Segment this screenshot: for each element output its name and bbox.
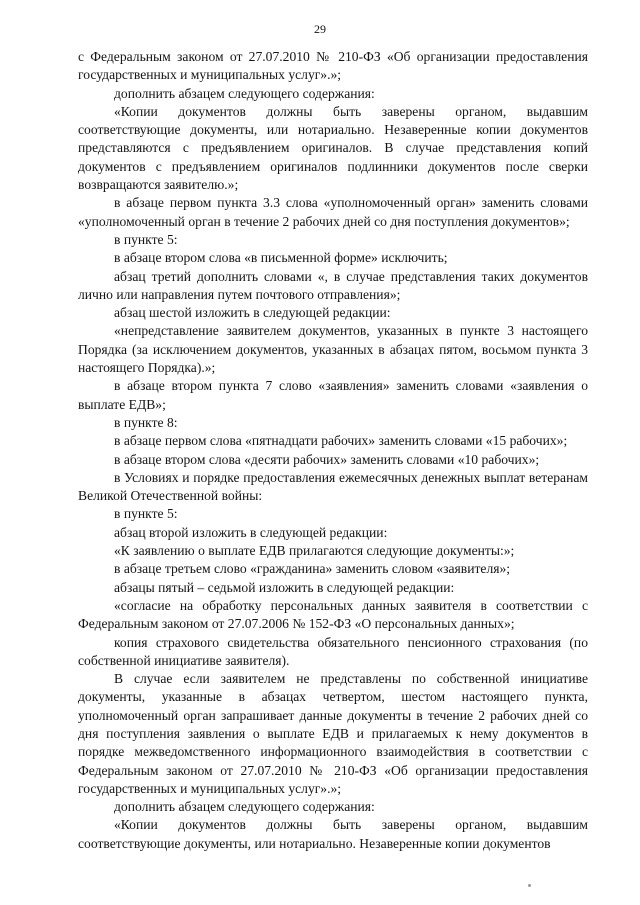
page-number: 29 [314,22,326,36]
paragraph: в Условиях и порядке предоставления ежемесячных денежных выплат ветеранам Великой Отечественной войны: [78,469,588,504]
paragraph: абзац второй изложить в следующей редакции: [114,524,388,540]
paragraph: в абзаце втором слова «в письменной форме» исключить; [114,250,448,266]
paragraph: в пункте 8: [114,414,178,430]
paragraph: «К заявлению о выплате ЕДВ прилагаются следующие документы:»; [114,543,515,559]
paragraph: копия страхового свидетельства обязательного пенсионного страхования (по собственной инициативе заявителя). [78,634,588,668]
paragraph: дополнить абзацем следующего содержания: [114,85,375,101]
paragraph: «Копии документов должны быть заверены органом, выдавшим соответствующие документы, или нотариально. Незаверенные копии документов [78,817,588,851]
scan-speck [528,884,531,887]
paragraph: «Копии документов должны быть заверены органом, выдавшим соответствующие документы, или нотариально. Незаверенные копии документов представляются с предъявлением оригиналов. В случае представления копий документов с предъявлением оригиналов подлинники документов после сверки возвращаются заявителю.»; [78,103,588,193]
paragraph: в абзаце втором слова «десяти рабочих» заменить словами «10 рабочих»; [114,451,540,467]
paragraph: «непредставление заявителем документов, указанных в пункте 3 настоящего Порядка (за исключением документов, указанных в абзацах пятом, восьмом пункта 3 настоящего Порядка).»; [78,323,588,376]
paragraph: в пункте 5: [114,506,178,522]
paragraph: в абзаце первом пункта 3.3 слова «уполномоченный орган» заменить словами «уполномоченный орган в течение 2 рабочих дней со дня поступления документов»; [78,195,588,229]
paragraph: абзацы пятый – седьмой изложить в следующей редакции: [114,579,455,595]
paragraph: абзац третий дополнить словами «, в случае представления таких документов лично или направления путем почтового отправления»; [78,268,588,302]
paragraph: «согласие на обработку персональных данных заявителя в соответствии с Федеральным законом от 27.07.2006 № 152-ФЗ «О персональных данных»; [78,597,588,632]
paragraph: абзац шестой изложить в следующей редакции: [114,305,391,321]
document-body [78,48,588,853]
paragraph: с Федеральным законом от 27.07.2010 № 210-ФЗ «Об организации предоставления государственных и муниципальных услуг».»; [78,49,588,83]
paragraph: в абзаце втором пункта 7 слово «заявления» заменить словами «заявления о выплате ЕДВ»; [78,378,588,412]
paragraph: дополнить абзацем следующего содержания: [114,799,375,815]
paragraph: в пункте 5: [114,231,178,247]
paragraph: в абзаце первом слова «пятнадцати рабочих» заменить словами «15 рабочих»; [114,433,568,449]
paragraph: в абзаце третьем слово «гражданина» заменить словом «заявителя»; [114,561,511,577]
paragraph: В случае если заявителем не представлены по собственной инициативе документы, указанные в абзацах четвертом, шестом настоящего пункта, уполномоченный орган запрашивает данные документы в течение 2 рабочих дней со дня поступления заявления о выплате ЕДВ и прилагаемых к нему документов в порядке межведомственного информационного взаимодействия в соответствии с Федеральным законом от 27.07.2010 № 210-ФЗ «Об организации предоставления государственных и муниципальных услуг».»; [78,671,588,796]
